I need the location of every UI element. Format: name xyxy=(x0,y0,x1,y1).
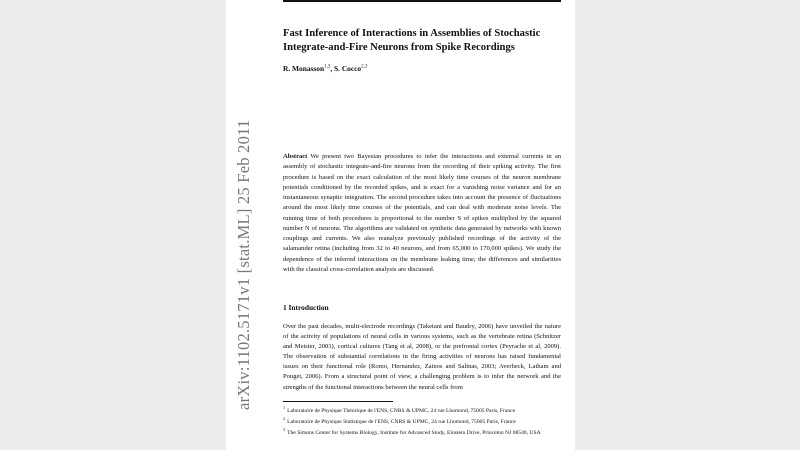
abstract-text: We present two Bayesian procedures to infer the interactions and external currents in an assembly of stochastic integrate-and-fire neurons from the recording of their spiking activity. The first procedure is based on the exact calculation of the most likely time courses of the neuron membrane potentials conditioned by the recorded spikes, and is exact for a vanishing noise variance and for an instantaneous synaptic integration. The second procedure takes into account the presence of fluctuations around the most likely time courses of the potentials, and can deal with moderate noise levels. The running time of both procedures is proportional to the number S of spikes multiplied by the squared number N of neurons. The algorithms are validated on synthetic data generated by networks with known couplings and currents. We also reanalyze previously published recordings of the activity of the salamander retina (including from 32 to 40 neurons, and from 65,000 to 170,000 spikes). We study the dependence of the inferred interactions on the membrane leaking time; the differences and similarities with the classical cross-correlation analysis are discussed. xyxy=(283,153,561,273)
author-line xyxy=(283,64,367,73)
author-name: S. Cocco xyxy=(334,64,362,73)
abstract xyxy=(283,152,561,275)
abstract-label: Abstract xyxy=(283,153,308,160)
footnote xyxy=(283,415,561,426)
footnote xyxy=(283,426,561,437)
top-rule xyxy=(283,0,561,2)
footnote-mark: 1 xyxy=(283,405,286,410)
arxiv-stamp: arXiv:1102.5171v1 [stat.ML] 25 Feb 2011 xyxy=(234,119,253,410)
author-affiliation: 2,3 xyxy=(361,64,368,70)
author-separator: , xyxy=(330,64,335,73)
footnote-rule xyxy=(283,401,393,402)
author-name: R. Monasson xyxy=(283,64,325,73)
footnote-text: Laboratoire de Physique Théorique de l'ENS, CNRS & UPMC, 24 rue Lhomond, 75005 Paris, France xyxy=(287,407,516,414)
section-body: Over the past decades, multi-electrode recordings (Taketani and Baudry, 2006) have unveiled the nature of the activity of populations of neural cells in various systems, such as the vertebrate retina (Schnitzer and Meister, 2003), cortical cultures (Tang et al, 2008), or the prefrontal cortex (Peyrache et al, 2009). The observation of substantial correlations in the firing activities of neurons has raised fundamental issues on their functional role (Romo, Hernandez, Zainos and Salinas, 2003; Averbeck, Latham and Pouget, 2006). From a structural point of view, a challenging problem is to infer the network and the strengths of the functional interactions between the neural cells from xyxy=(283,323,561,391)
section-heading: 1 Introduction xyxy=(283,303,329,312)
footnote xyxy=(283,404,561,415)
footnote-mark: 2 xyxy=(283,416,286,422)
footnotes xyxy=(283,404,561,437)
footnote-text: Laboratoire de Physique Statistique de l'ENS, CNRS & UPMC, 24 rue Lhomond, 75005 Paris, France xyxy=(287,418,516,425)
footnote-mark: 3 xyxy=(283,427,286,433)
paper-title: Fast Inference of Interactions in Assemblies of Stochastic Integrate-and-Fire Neurons from Spike Recordings xyxy=(283,28,541,53)
footnote-text: The Simons Center for Systems Biology, Institute for Advanced Study, Einstein Drive, Princeton NJ 08540, USA xyxy=(287,429,541,436)
author-affiliation: 1,3 xyxy=(324,64,331,70)
